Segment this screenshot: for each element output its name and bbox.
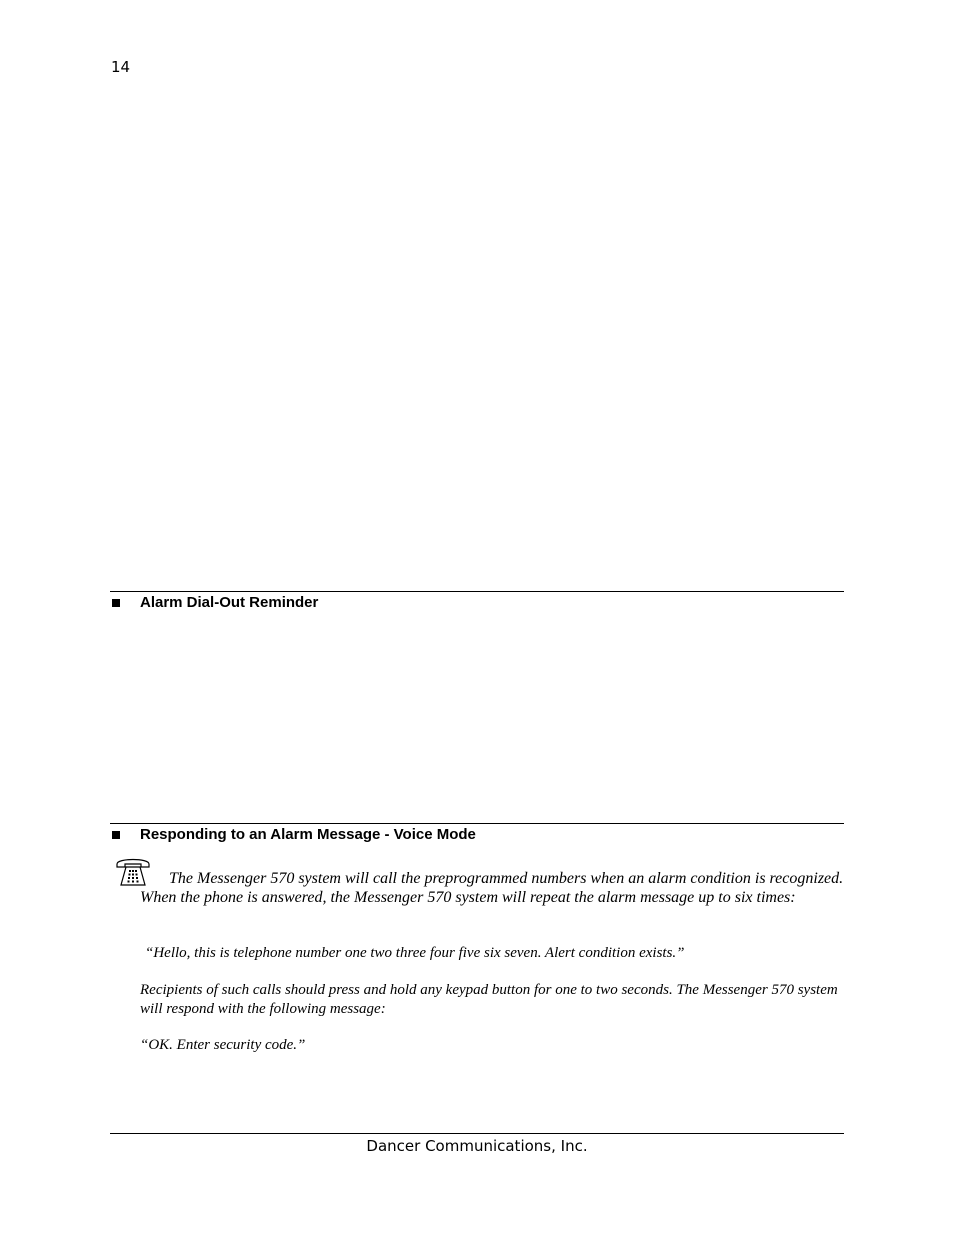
section-heading-text: Responding to an Alarm Message - Voice Mode <box>140 826 476 843</box>
page-number: 14 <box>111 58 131 76</box>
response-instructions: Recipients of such calls should press and hold any keypad button for one to two seconds. The Messenger 570 system will respond with the following message: <box>140 982 838 1017</box>
footer-company: Dancer Communications, Inc. <box>366 1137 588 1155</box>
section-heading-text: Alarm Dial-Out Reminder <box>140 594 319 611</box>
section-heading-responding <box>112 826 476 843</box>
square-bullet-icon <box>112 831 120 839</box>
section-divider-alarm-dial-out <box>110 591 844 592</box>
alarm-message-quote: “Hello, this is telephone number one two three four five six seven. Alert condition exists.” <box>145 945 685 961</box>
square-bullet-icon <box>112 599 120 607</box>
section-heading-alarm-dial-out <box>112 594 318 611</box>
footer-divider <box>110 1133 844 1134</box>
security-code-quote: “OK. Enter security code.” <box>140 1037 306 1053</box>
section-divider-responding <box>110 823 844 824</box>
intro-paragraph: The Messenger 570 system will call the preprogrammed numbers when an alarm condition is recognized. When the phone is answered, the Messenger 570 system will repeat the alarm message up to six times: <box>140 870 844 906</box>
